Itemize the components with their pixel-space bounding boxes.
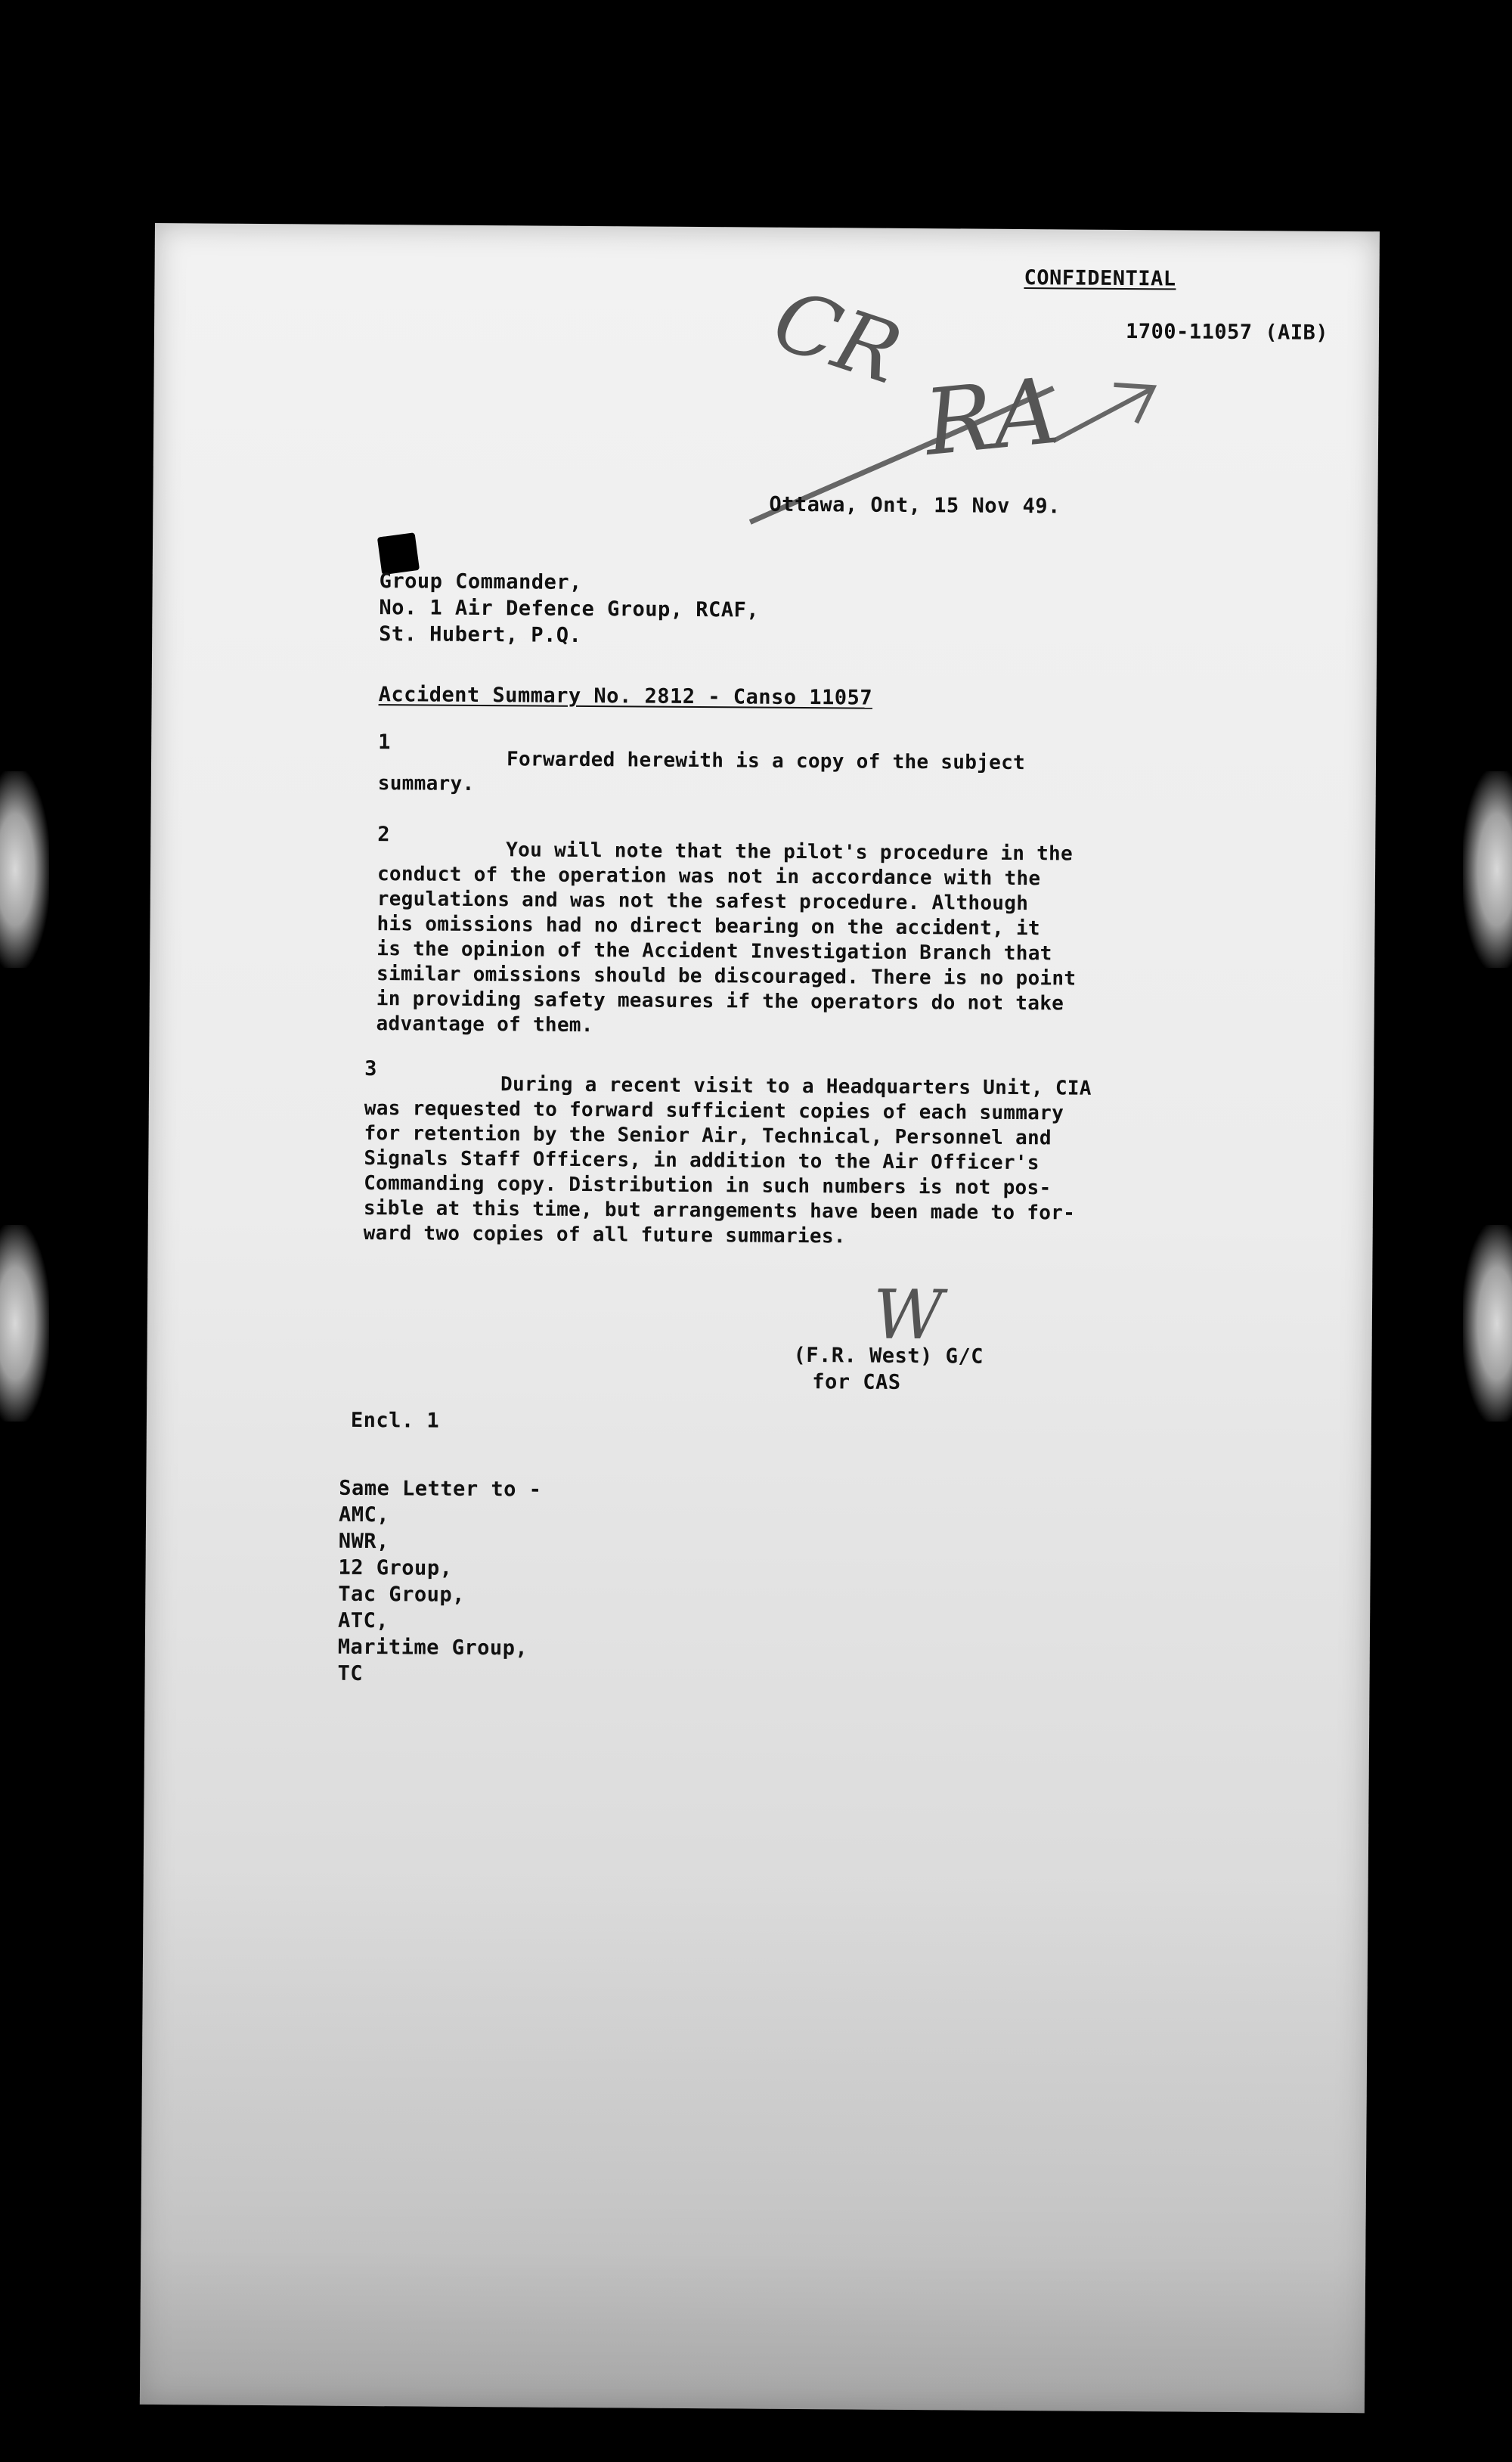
signature-name: (F.R. West) G/C [793, 1343, 984, 1369]
distribution-recipient: TC [337, 1661, 364, 1685]
film-glare-mark [1463, 771, 1512, 968]
signature-for: for CAS [812, 1370, 901, 1394]
paragraph-text: You will note that the pilot's procedure in the conduct of the operation was not in accordance with the regulations and was not the safest procedure. Although his omissions had no direct bearing on the accident, it is the opinion of the Accident Investigation Branch that similar omissions should be discouraged. There is no point in providing safety measures if the operators do not take advantage of them. [376, 839, 1077, 1037]
addressee-line: Group Commander, [379, 569, 582, 594]
distribution-recipient: Tac Group, [338, 1582, 466, 1607]
document-page [140, 223, 1380, 2413]
distribution-heading: Same Letter to - [339, 1476, 542, 1502]
film-glare-mark [1463, 1225, 1512, 1422]
paragraph-number: 1 [378, 730, 392, 755]
addressee-line: No. 1 Air Defence Group, RCAF, [379, 596, 760, 622]
handwritten-cr-mark: CR [762, 271, 912, 403]
distribution-recipient: ATC, [337, 1608, 389, 1633]
handwritten-ra-mark: RA [919, 358, 1064, 477]
classification-stamp: CONFIDENTIAL [1024, 266, 1176, 291]
paragraph-text: During a recent visit to a Headquarters Unit, CIA was requested to forward sufficient copies of each summary for retention by the Senior Air, Technical, Personnel and Signals Staff Officers, in addition to the Air Officer's Commanding copy. Distribution in such numbers is not pos- sible at this time, but arrangements have been made to for- ward two copies of all future summaries. [363, 1073, 1092, 1248]
distribution-recipient: 12 Group, [338, 1555, 453, 1580]
enclosure-note: Encl. 1 [350, 1408, 440, 1433]
paragraph-text: Forwarded herewith is a copy of the subject summary. [377, 748, 1026, 795]
distribution-recipient: NWR, [338, 1529, 389, 1554]
distribution-recipient: AMC, [338, 1502, 390, 1527]
paragraph-number: 3 [364, 1056, 378, 1081]
addressee-line: St. Hubert, P.Q. [379, 622, 582, 647]
dateline: Ottawa, Ont, 15 Nov 49. [769, 492, 1061, 519]
handwritten-signature: W [872, 1275, 943, 1356]
subject-line: Accident Summary No. 2812 - Canso 11057 [378, 683, 873, 710]
distribution-recipient: Maritime Group, [337, 1635, 528, 1660]
film-glare-mark [0, 1225, 49, 1422]
film-glare-mark [0, 771, 49, 968]
file-number: 1700-11057 (AIB) [1125, 319, 1329, 345]
paragraph-number: 2 [377, 823, 391, 847]
